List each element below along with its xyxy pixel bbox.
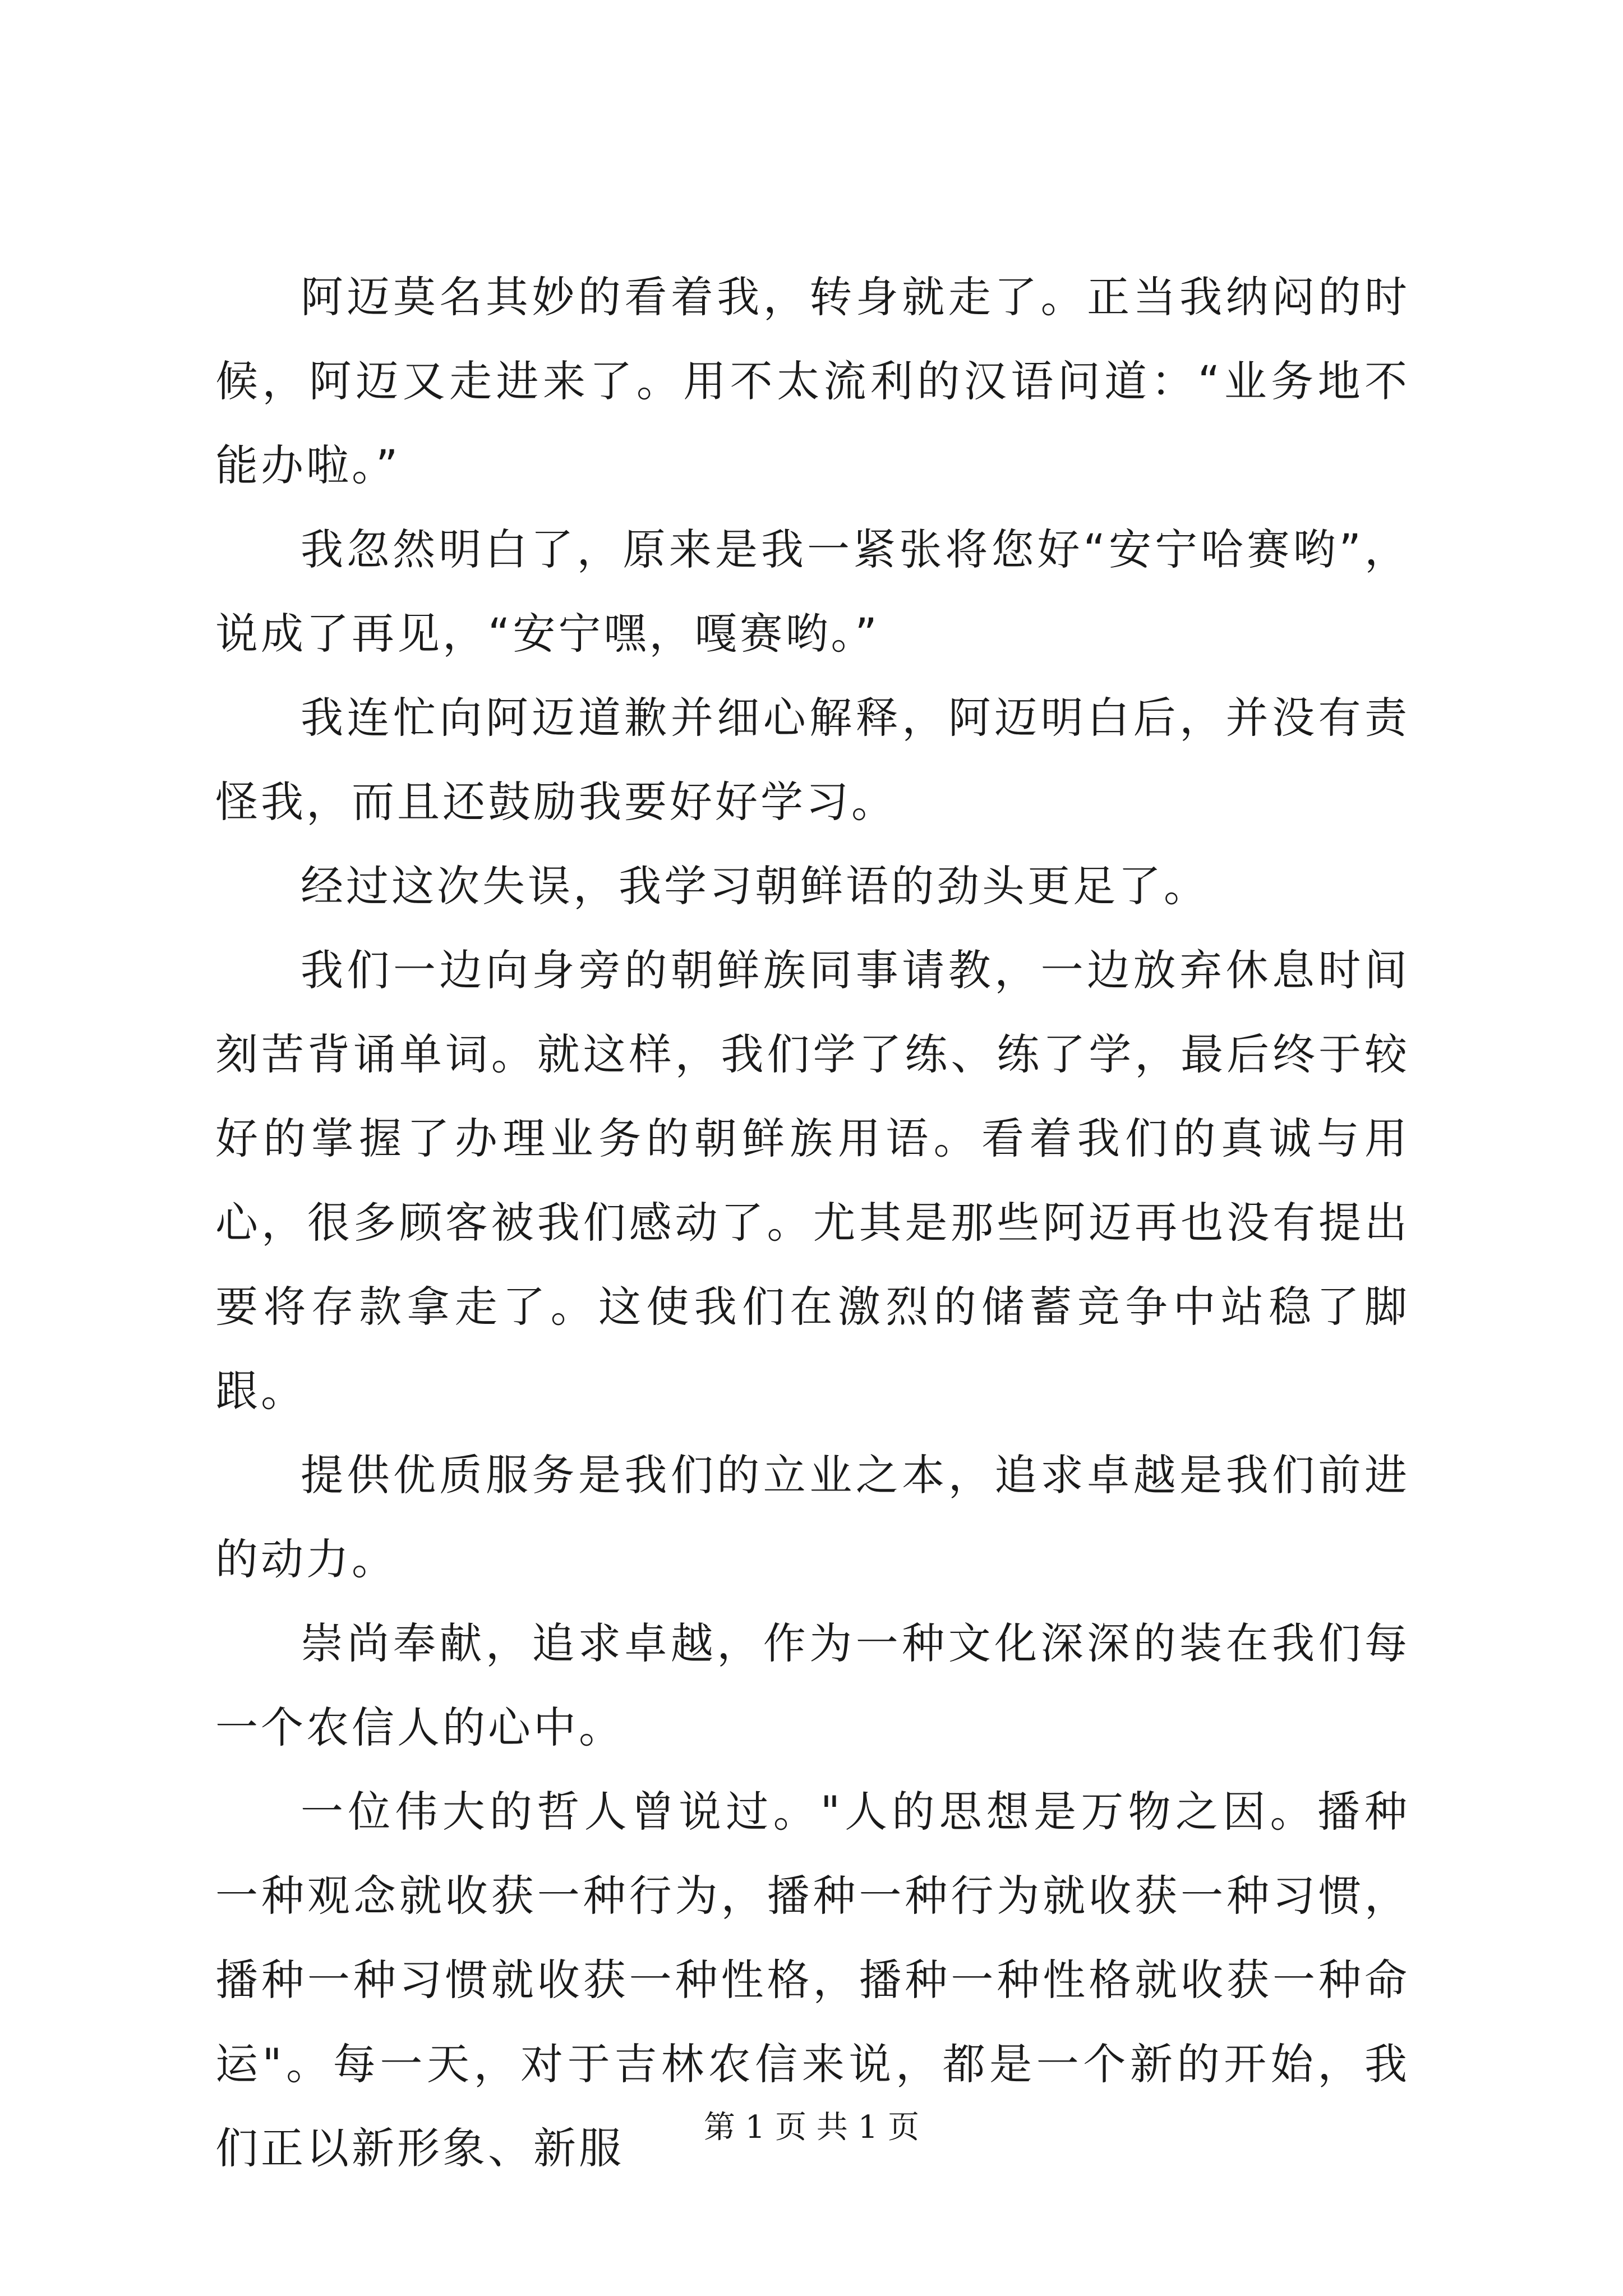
document-body xyxy=(215,255,1410,2191)
page-footer: 第 1 页 共 1 页 xyxy=(703,2109,920,2146)
paragraph: 我连忙向阿迈道歉并细心解释，阿迈明白后，并没有责怪我，而且还鼓励我要好好学习。 xyxy=(215,693,1410,827)
paragraph: 经过这次失误，我学习朝鲜语的劲头更足了。 xyxy=(301,861,1209,911)
paragraph: 崇尚奉献，追求卓越，作为一种文化深深的装在我们每一个农信人的心中。 xyxy=(215,1618,1410,1752)
paragraph: 我们一边向身旁的朝鲜族同事请教，一边放弃休息时间刻苦背诵单词。就这样，我们学了练、练了学，最后终于较好的掌握了办理业务的朝鲜族用语。看着我们的真诚与用心，很多顾客被我们感动了。尤其是那些阿迈再也没有提出要将存款拿走了。这使我们在激烈的储蓄竞争中站稳了脚跟。 xyxy=(215,945,1410,1416)
paragraph: 我忽然明白了，原来是我一紧张将您好“安宁哈赛哟”，说成了再见，“安宁嘿，嘎赛哟。” xyxy=(215,524,1410,659)
paragraph: 阿迈莫名其妙的看着我，转身就走了。正当我纳闷的时候，阿迈又走进来了。用不太流利的汉语问道：“业务地不能办啦。” xyxy=(215,272,1410,490)
paragraph: 一位伟大的哲人曾说过。"人的思想是万物之因。播种一种观念就收获一种行为，播种一种行为就收获一种习惯，播种一种习惯就收获一种性格，播种一种性格就收获一种命运"。每一天，对于吉林农信来说，都是一个新的开始，我们正以新形象、新服 xyxy=(215,1787,1410,2173)
paragraph: 提供优质服务是我们的立业之本，追求卓越是我们前进的动力。 xyxy=(215,1450,1410,1584)
